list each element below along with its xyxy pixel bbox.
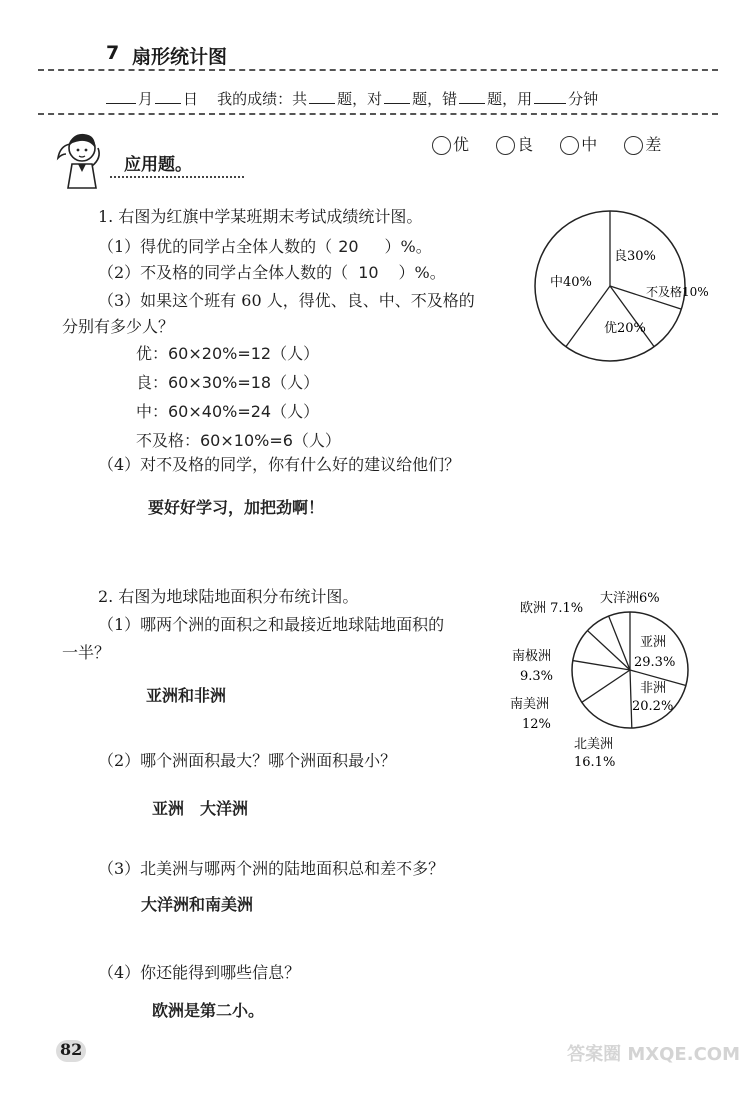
pie2-slice-boundary-3 [582,670,630,702]
grade-pie-chart [530,210,709,380]
pie2-label-samerica-name: 南美洲 [510,697,550,712]
q1-part3-line2: 分别有多少人？ [62,317,175,336]
pie2-label-namerica-name: 北美洲 [574,737,614,752]
q1-part1-answer: 20 [338,237,359,256]
q1-part3-line1: （3）如果这个班有 60 人，得优、良、中、不及格的 [98,291,475,310]
pie2-label-antarctica-name: 南极洲 [512,649,552,664]
q2-stem: 2. 右图为地球陆地面积分布统计图。 [98,587,359,606]
q1-part4-answer: 要好好学习，加把劲啊！ [148,498,325,517]
section-title: 应用题。 [124,155,192,175]
score-record: 月 日 我的成绩：共 题，对 题，错 题，用 分钟 [104,88,598,109]
q2-part3: （3）北美洲与哪两个洲的陆地面积总和差不多？ [98,859,445,878]
q1-part1: （1）得优的同学占全体人数的（ 20 ）%。 [98,237,432,256]
q2-part1-line2: 一半？ [62,643,111,662]
continent-pie-chart [500,582,710,772]
page-title: 扇形统计图 [132,46,228,68]
pie2-label-africa-value: 20.2% [632,699,674,714]
pie1-label-fair: 中40% [550,275,592,290]
page-number: 82 [60,1040,83,1059]
q2-part1-answer: 亚洲和非洲 [146,686,227,705]
pie1-label-excellent: 优20% [604,321,646,336]
section-underline [110,176,244,178]
grade-options [432,132,683,155]
pie2-label-samerica-value: 12% [522,717,551,732]
grade-excellent[interactable]: 优 [432,135,469,154]
q1-calc-fair: 中：60×40%=24（人） [136,402,320,421]
grade-poor[interactable]: 差 [624,135,661,154]
girl-icon [52,128,114,192]
grade-fair[interactable]: 中 [560,135,597,154]
pie2-label-africa-name: 非洲 [640,681,667,696]
q1-calc-excellent: 优：60×20%=12（人） [136,344,320,363]
q1-part4: （4）对不及格的同学，你有什么好的建议给他们？ [98,455,461,474]
pie2-label-asia-name: 亚洲 [640,635,667,650]
q1-part2-answer: 10 [358,263,379,282]
q1-part2: （2）不及格的同学占全体人数的（ 10 ）%。 [98,263,446,282]
pie2-label-oceania: 大洋洲6% [600,591,660,606]
watermark: 答案圈 MXQE.COM [567,1044,740,1065]
q2-part4: （4）你还能得到哪些信息？ [98,963,301,982]
pie2-label-namerica-value: 16.1% [574,755,616,770]
pie1-label-good: 良30% [614,249,656,264]
q2-part2-answer: 亚洲 大洋洲 [152,799,249,818]
pie2-label-antarctica-value: 9.3% [520,669,554,684]
q2-part2: （2）哪个洲面积最大？哪个洲面积最小？ [98,751,397,770]
pie2-label-europe: 欧洲 7.1% [520,601,584,616]
pie1-label-fail-a: 不及格10% [646,285,709,299]
pie2-slice-boundary-6 [609,616,630,670]
grade-good[interactable]: 良 [496,135,533,154]
top-divider [38,69,718,71]
q2-part3-answer: 大洋洲和南美洲 [141,895,254,914]
section-number: 7 [106,42,120,64]
pie2-label-asia-value: 29.3% [634,655,676,670]
q1-stem: 1. 右图为红旗中学某班期末考试成绩统计图。 [98,207,423,226]
q2-part1-line1: （1）哪两个洲的面积之和最接近地球陆地面积的 [98,615,445,634]
q2-part4-answer: 欧洲是第二小。 [152,1001,265,1020]
record-divider [38,113,718,115]
q1-calc-good: 良：60×30%=18（人） [136,373,320,392]
q1-calc-fail: 不及格：60×10%=6（人） [136,431,341,450]
pie1-slice-boundary-3 [566,286,610,347]
